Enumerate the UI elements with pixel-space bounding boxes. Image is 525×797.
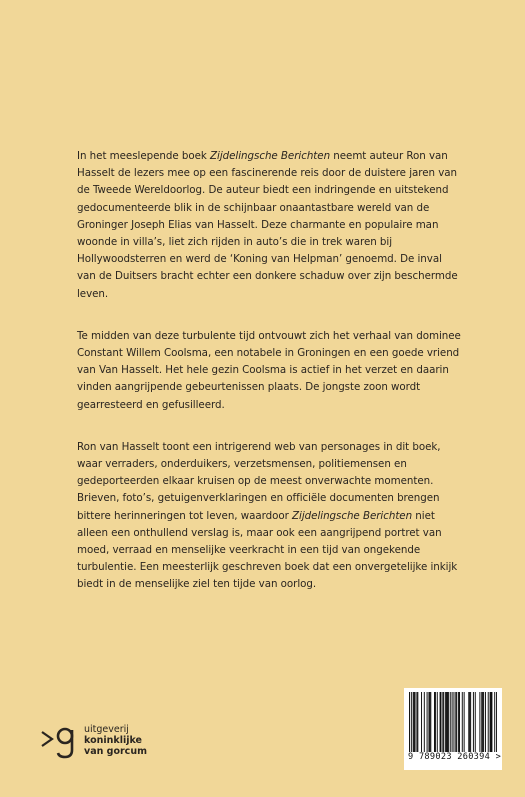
barcode-bar [491,692,492,752]
publisher-line-2: koninklijke [84,734,142,746]
barcode-bar [464,692,465,752]
publisher-line-3: van gorcum [84,745,147,757]
barcode-bar [411,692,412,752]
blurb-text: In het meeslepende boek [77,150,211,162]
barcode-bar [488,692,489,752]
book-title-italic: Zijdelingsche Berichten [210,150,331,162]
book-title-italic: Zijdelingsche Berichten [292,509,413,522]
barcode-bar [434,692,435,752]
barcode-bar [481,692,482,752]
barcode-bar [462,692,463,752]
barcode-bar [458,692,459,752]
barcode-bar [442,692,443,752]
barcode-bar [483,692,484,752]
barcode-bar [468,692,469,752]
blurb-paragraph-3 [77,439,463,594]
barcode-bar [485,692,486,752]
blurb-text: Ron van Hasselt toont een intrigerend web van personages in dit boek, waar verraders, onderduikers, verzetsmensen, politiemensen en gedeporteerden elkaar kruisen op de meest onverwachte momenten. Brieven, foto’s, getuigenverklaringen en officiële documenten brengen bittere herinneringen tot leven, waardoor [77,440,441,522]
barcode-bar [417,692,418,752]
barcode-bar [452,692,453,752]
blurb-paragraph-2: Te midden van deze turbulente tijd ontvouwt zich het verhaal van dominee Constant Willem Coolsma, een notabele in Groningen en een goede vriend van Van Hasselt. Het hele gezin Coolsma is actief in het verzet en daarin vinden aangrijpende gebeurtenissen plaats. De jongste zoon wordt gearresteerd en gefusilleerd. [77,329,461,411]
barcode-bar [430,692,431,752]
barcode-bar [491,692,492,752]
barcode-bar [413,692,414,752]
barcode-bar [414,692,415,752]
barcode-bar [482,692,483,752]
barcode-bar [428,692,429,752]
barcode-bar [440,692,441,752]
publisher-name [84,724,147,757]
publisher-logo [40,720,147,760]
barcode-bar [409,692,410,752]
barcode-bar [443,692,444,752]
barcode-bar [479,692,480,752]
publisher-logo-icon [40,720,80,760]
barcode-bar [473,692,474,752]
barcode-bar [440,692,441,752]
barcode-bar [490,692,491,752]
barcode-bar [424,692,425,752]
barcode-bar [429,692,430,752]
barcode-bar [456,692,457,752]
barcode-bar [447,692,448,752]
publisher-line-1: uitgeverij [84,723,129,735]
blurb-paragraph-1 [77,148,463,303]
barcode-bar [496,692,497,752]
barcode-bar [435,692,436,752]
barcode-bar [475,692,476,752]
barcode-bar [427,692,428,752]
barcode-bar [494,692,495,752]
barcode-bar [437,692,438,752]
barcode-bar [421,692,422,752]
blurb-text: neemt auteur Ron van Hasselt de lezers mee op een fascinerende reis door de duistere jaren van de Tweede Wereldoorlog. De auteur biedt een indringende en uitstekend gedocumenteerde blik in de schijnbaar onaantastbare wereld van de Groninger Joseph Elias van Hasselt. Deze charmante en populaire man woonde in villa’s, liet zich rijden in auto’s die in trek waren bij Hollywoodsterren en werd de ‘Koning van Helpman’ genoemd. De inval van de Duitsers bracht echter een donkere schaduw over zijn beschermde leven. [77,150,458,300]
barcode-bar [470,692,471,752]
barcode-bar [446,692,447,752]
barcode-bar [445,692,446,752]
isbn-barcode [404,688,502,770]
barcode-bars [409,692,497,752]
barcode-bar [448,692,449,752]
barcode-bar [453,692,454,752]
barcode-bar [455,692,456,752]
blurb-text: niet alleen een onthullend verslag is, maar ook een aangrijpend portret van moed, verraad en menselijke veerkracht in een tijd van ongekende turbulentie. Een meesterlijk geschreven boek dat een onvergetelijke inkijk biedt in de menselijke ziel ten tijde van oorlog. [77,509,458,591]
back-cover-blurb [77,148,463,619]
barcode-bar [459,692,460,752]
barcode-bar [416,692,417,752]
isbn-number: 9 789023 260394 > [408,752,502,762]
barcode-bar [469,692,470,752]
barcode-bar [415,692,416,752]
barcode-bar [450,692,451,752]
